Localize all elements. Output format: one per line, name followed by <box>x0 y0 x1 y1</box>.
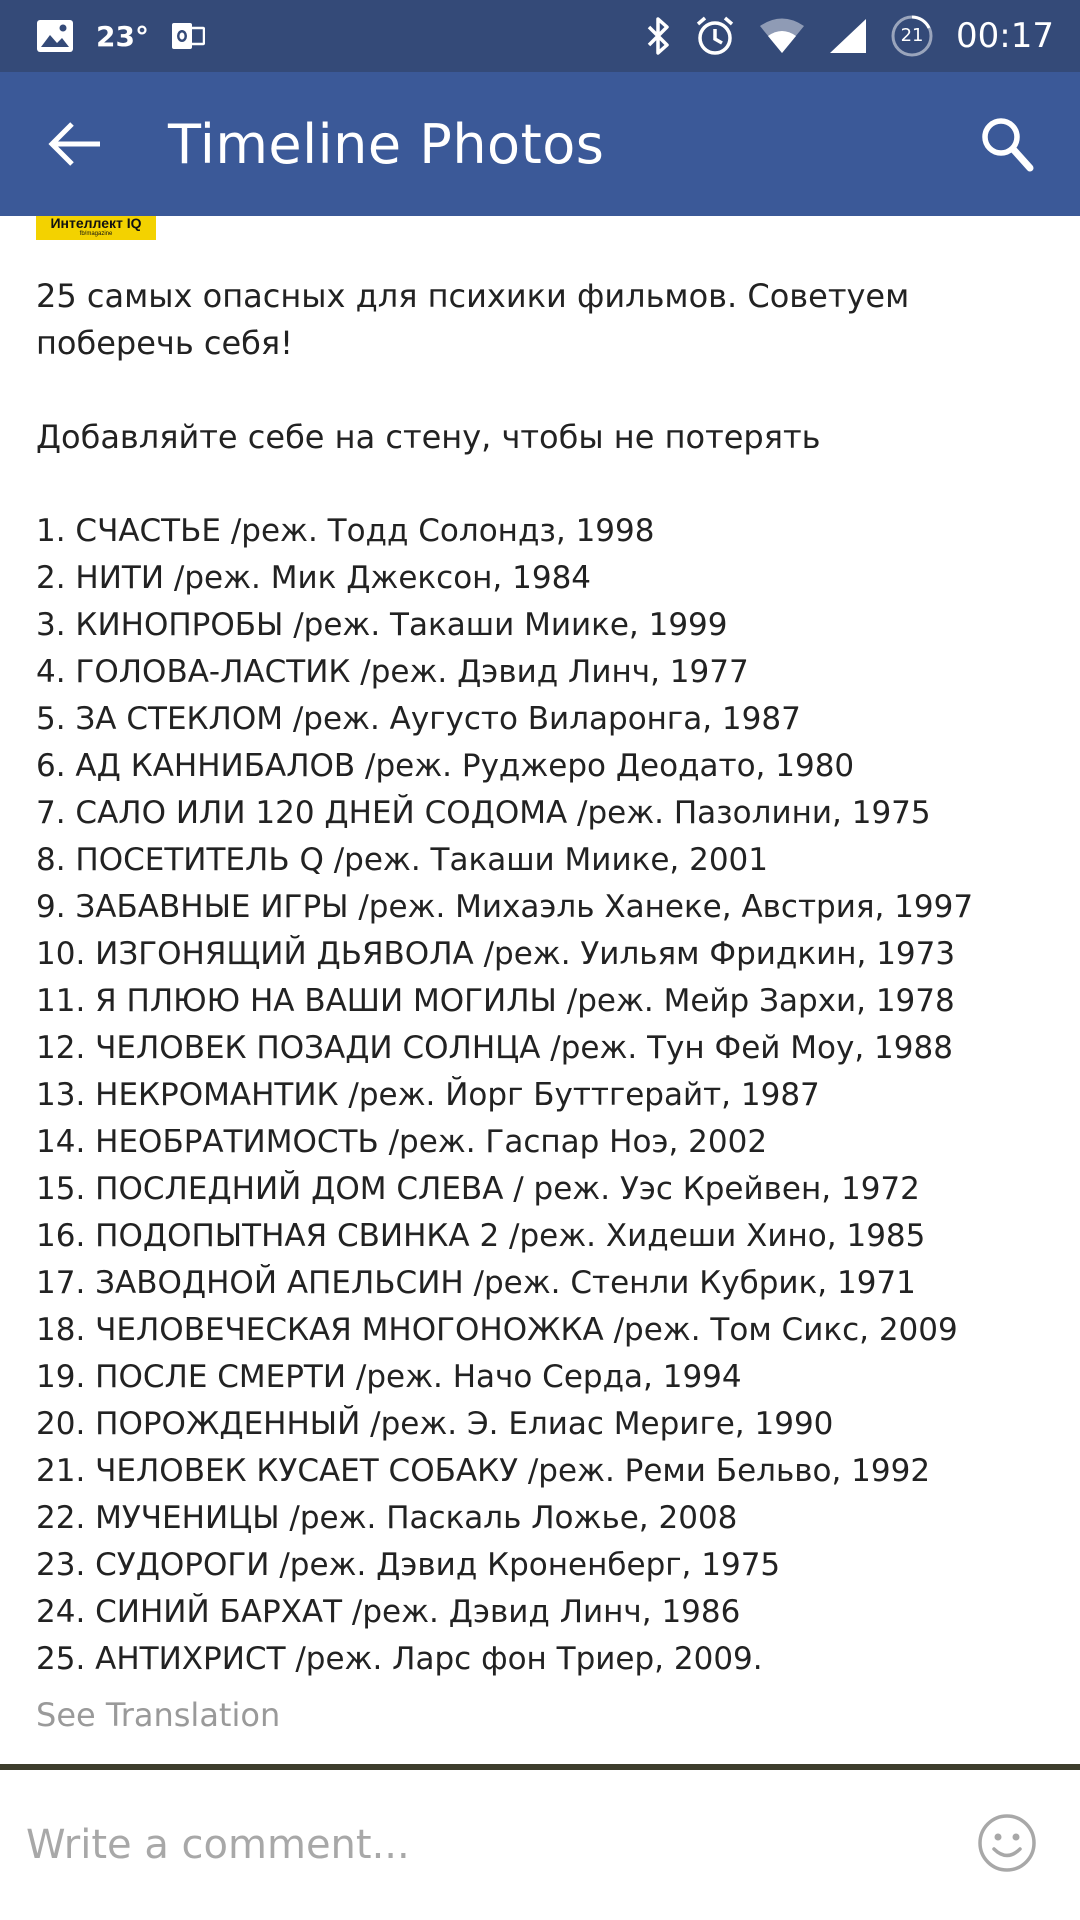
list-item: 10. ИЗГОНЯЩИЙ ДЬЯВОЛА /реж. Уильям Фридкин, 1973 <box>36 936 956 972</box>
list-item: 2. НИТИ /реж. Мик Джексон, 1984 <box>36 560 592 596</box>
list-item: 25. АНТИХРИСТ /реж. Ларс фон Триер, 2009. <box>36 1641 763 1677</box>
search-icon <box>980 116 1034 172</box>
battery-level-text: 21 <box>900 25 924 46</box>
alarm-icon <box>694 15 736 57</box>
page-title: Timeline Photos <box>168 112 605 176</box>
bluetooth-icon <box>646 16 672 56</box>
list-item: 19. ПОСЛЕ СМЕРТИ /реж. Начо Серда, 1994 <box>36 1359 742 1395</box>
list-item: 21. ЧЕЛОВЕК КУСАЕТ СОБАКУ /реж. Реми Бельво, 1992 <box>36 1453 931 1489</box>
arrow-left-icon <box>48 121 102 167</box>
list-item: 4. ГОЛОВА-ЛАСТИК /реж. Дэвид Линч, 1977 <box>36 654 749 690</box>
list-item: 1. СЧАСТЬЕ /реж. Тодд Солондз, 1998 <box>36 513 655 549</box>
search-button[interactable] <box>980 116 1034 172</box>
smiley-icon <box>976 1812 1038 1874</box>
list-item: 23. СУДОРОГИ /реж. Дэвид Кроненберг, 1975 <box>36 1547 781 1583</box>
post-intro-line-2: поберечь себя! <box>36 324 293 362</box>
list-item: 22. МУЧЕНИЦЫ /реж. Паскаль Ложье, 2008 <box>36 1500 738 1536</box>
wifi-icon <box>758 17 806 55</box>
list-item: 7. САЛО ИЛИ 120 ДНЕЙ СОДОМА /реж. Пазолини, 1975 <box>36 795 931 831</box>
list-item: 5. ЗА СТЕКЛОМ /реж. Аугусто Виларонга, 1987 <box>36 701 801 737</box>
battery-icon <box>890 14 934 58</box>
source-tag <box>36 216 156 240</box>
post-content <box>0 216 1080 1766</box>
list-item: 15. ПОСЛЕДНИЙ ДОМ СЛЕВА / реж. Уэс Крейвен, 1972 <box>36 1171 920 1207</box>
post-intro-line-1: 25 самых опасных для психики фильмов. Советуем <box>36 277 910 315</box>
list-item: 17. ЗАВОДНОЙ АПЕЛЬСИН /реж. Стенли Кубрик, 1971 <box>36 1265 916 1301</box>
list-item: 12. ЧЕЛОВЕК ПОЗАДИ СОЛНЦА /реж. Тун Фей Моу, 1988 <box>36 1030 953 1066</box>
weather-temperature: 23° <box>96 19 149 53</box>
source-tag-label: Интеллект IQ <box>50 216 142 231</box>
source-tag-sub: fb/magazine <box>79 231 113 237</box>
list-item: 13. НЕКРОМАНТИК /реж. Йорг Буттгерайт, 1987 <box>36 1077 820 1113</box>
list-item: 16. ПОДОПЫТНАЯ СВИНКА 2 /реж. Хидеши Хино, 1985 <box>36 1218 926 1254</box>
clock: 00:17 <box>956 16 1054 56</box>
film-list <box>36 508 1046 1683</box>
signal-icon <box>828 17 868 55</box>
post-cta: Добавляйте себе на стену, чтобы не потерять <box>36 418 821 456</box>
list-item: 18. ЧЕЛОВЕЧЕСКАЯ МНОГОНОЖКА /реж. Том Сикс, 2009 <box>36 1312 958 1348</box>
back-button[interactable] <box>48 72 168 216</box>
list-item: 8. ПОСЕТИТЕЛЬ Q /реж. Такаши Миике, 2001 <box>36 842 768 878</box>
list-item: 9. ЗАБАВНЫЕ ИГРЫ /реж. Михаэль Ханеке, Австрия, 1997 <box>36 889 974 925</box>
comment-bar <box>0 1770 1080 1920</box>
list-item: 20. ПОРОЖДЕННЫЙ /реж. Э. Елиас Мериге, 1990 <box>36 1406 834 1442</box>
list-item: 3. КИНОПРОБЫ /реж. Такаши Миике, 1999 <box>36 607 728 643</box>
list-item: 6. АД КАННИБАЛОВ /реж. Руджеро Деодато, 1980 <box>36 748 855 784</box>
list-item: 24. СИНИЙ БАРХАТ /реж. Дэвид Линч, 1986 <box>36 1594 741 1630</box>
see-translation-link[interactable]: See Translation <box>36 1696 281 1734</box>
outlook-icon <box>171 19 205 53</box>
app-bar <box>0 72 1080 216</box>
post-text <box>36 273 1046 1683</box>
list-item: 14. НЕОБРАТИМОСТЬ /реж. Гаспар Ноэ, 2002 <box>36 1124 768 1160</box>
comment-input[interactable] <box>24 1821 928 1869</box>
emoji-button[interactable] <box>976 1812 1038 1878</box>
gallery-icon <box>36 19 74 53</box>
list-item: 11. Я ПЛЮЮ НА ВАШИ МОГИЛЫ /реж. Мейр Зархи, 1978 <box>36 983 955 1019</box>
status-bar <box>0 0 1080 72</box>
